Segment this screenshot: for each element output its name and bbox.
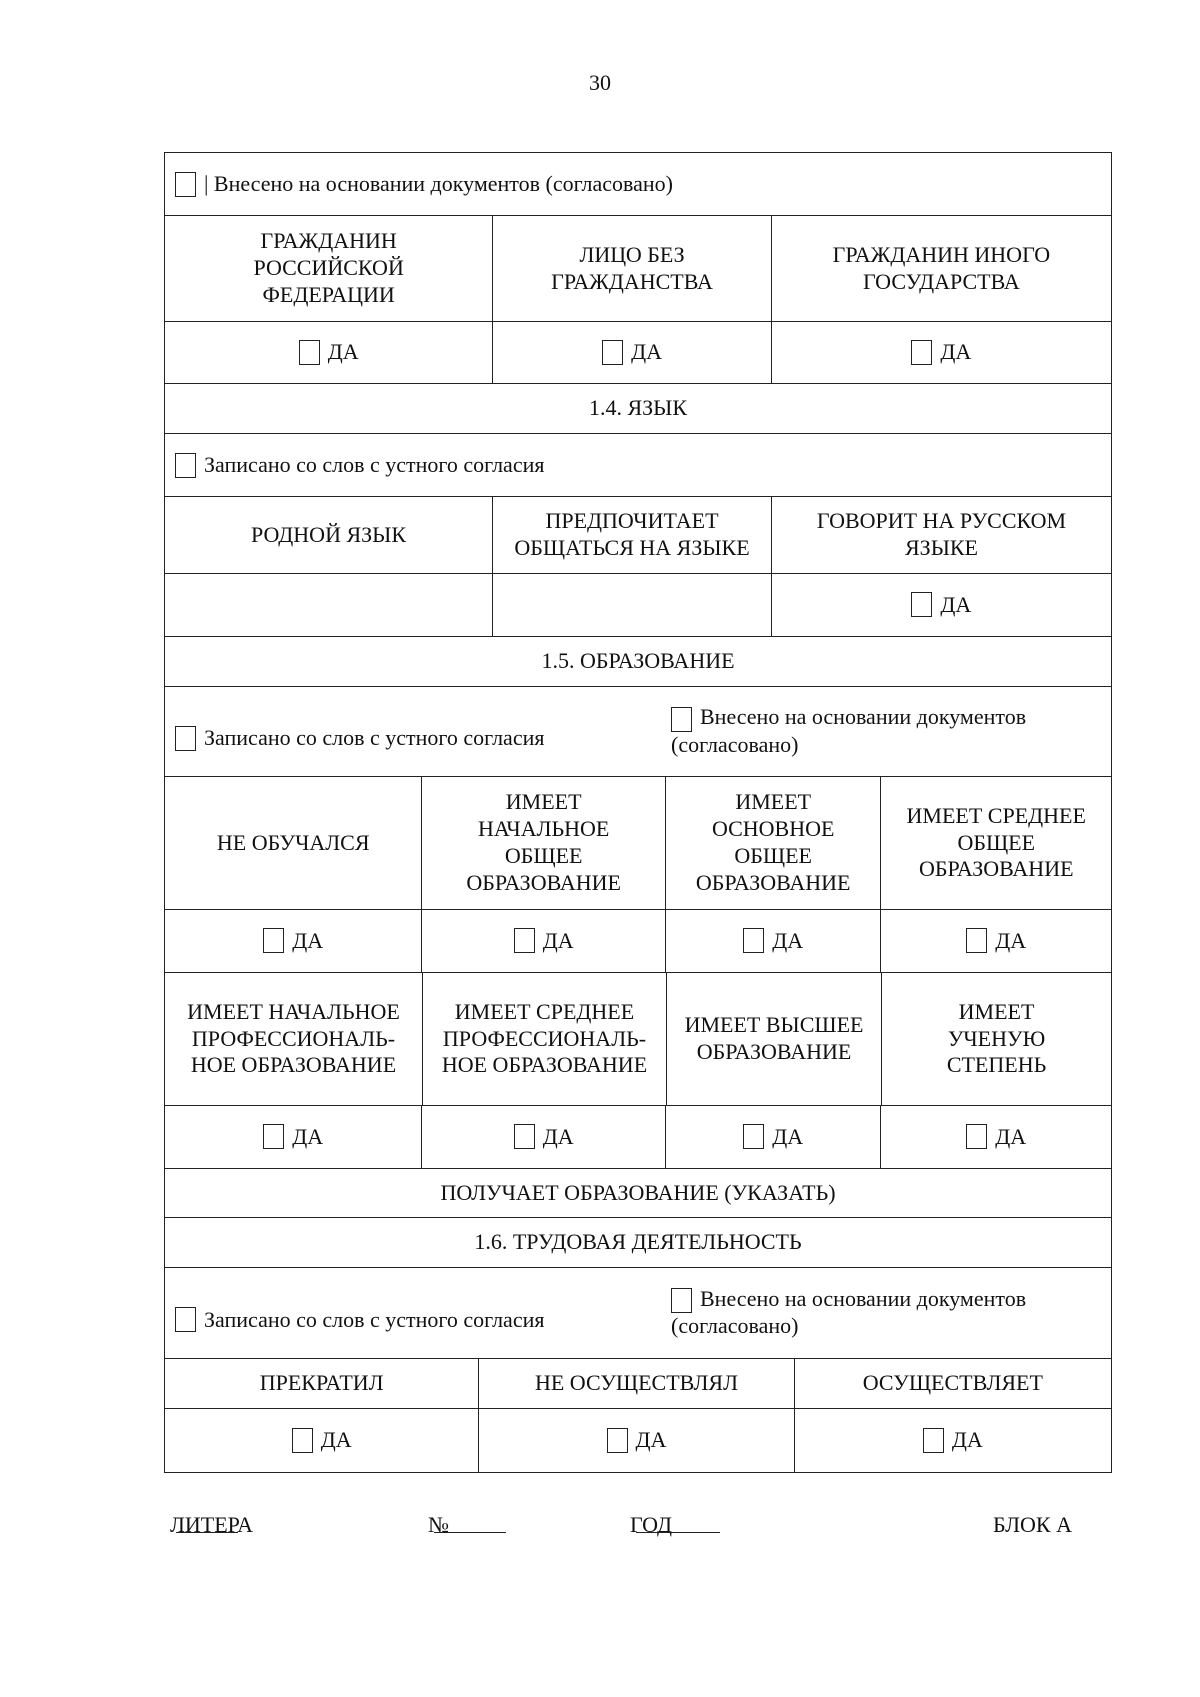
answer-label: ДА xyxy=(940,339,972,365)
citizenship-header-row xyxy=(165,216,1111,322)
language-oral-checkbox[interactable] xyxy=(175,453,196,478)
header-russian-citizen: ГРАЖДАНИН РОССИЙСКОЙ ФЕДЕРАЦИИ xyxy=(253,228,404,307)
employment-docs-checkbox[interactable] xyxy=(671,1288,692,1313)
employment-oral-checkbox[interactable] xyxy=(175,1307,196,1332)
answer-label: ДА xyxy=(772,1123,804,1149)
header-primary-vocational: ИМЕЕТ НАЧАЛЬНОЕ ПРОФЕССИОНАЛЬ-НОЕ ОБРАЗОВАНИЕ xyxy=(187,998,400,1078)
language-answer-row xyxy=(165,574,1111,637)
stateless-checkbox[interactable] xyxy=(602,340,623,365)
header-never-worked: НЕ ОСУЩЕСТВЛЯЛ xyxy=(534,1370,739,1396)
secondary-vocational-checkbox[interactable] xyxy=(514,1124,535,1149)
litera-field[interactable] xyxy=(176,1512,238,1533)
year-field[interactable] xyxy=(636,1512,720,1533)
section-title-education: 1.5. ОБРАЗОВАНИЕ xyxy=(541,648,735,674)
header-no-education: НЕ ОБУЧАЛСЯ xyxy=(216,829,370,855)
employment-title-row xyxy=(165,1218,1111,1268)
employment-source-docs: Внесено на основании документов (согласовано) xyxy=(671,1285,1027,1339)
education-answer-row-2 xyxy=(165,1106,1111,1169)
form-footer xyxy=(0,1512,1200,1552)
native-language-field[interactable] xyxy=(165,574,493,636)
header-basic-general: ИМЕЕТ ОСНОВНОЕ ОБЩЕЕ ОБРАЗОВАНИЕ xyxy=(695,789,851,895)
language-source-row xyxy=(165,434,1111,497)
footer-number-label: № xyxy=(428,1512,449,1537)
answer-label: ДА xyxy=(542,1123,574,1149)
header-primary-general: ИМЕЕТ НАЧАЛЬНОЕ ОБЩЕЕ ОБРАЗОВАНИЕ xyxy=(466,789,621,895)
header-higher-education: ИМЕЕТ ВЫСШЕЕ ОБРАЗОВАНИЕ xyxy=(684,1012,864,1064)
russian-citizen-checkbox[interactable] xyxy=(299,340,320,365)
education-header-row-1 xyxy=(165,777,1111,910)
education-oral-checkbox[interactable] xyxy=(175,726,196,751)
header-academic-degree: ИМЕЕТ УЧЕНУЮ СТЕПЕНЬ xyxy=(946,998,1047,1078)
header-speaks-russian: ГОВОРИТ НА РУССКОМ ЯЗЫКЕ xyxy=(816,508,1067,560)
education-source-docs: Внесено на основании документов (согласовано) xyxy=(671,704,1027,757)
answer-label: ДА xyxy=(292,1123,324,1149)
citizenship-source-label: | Внесено на основании документов (согласовано) xyxy=(204,170,673,196)
header-preferred-language: ПРЕДПОЧИТАЕТ ОБЩАТЬСЯ НА ЯЗЫКЕ xyxy=(514,508,750,560)
citizenship-answer-row xyxy=(165,322,1111,384)
registration-form xyxy=(164,152,1112,1473)
academic-degree-checkbox[interactable] xyxy=(966,1124,987,1149)
speaks-russian-checkbox[interactable] xyxy=(911,592,932,617)
education-source-row xyxy=(165,687,1111,777)
language-header-row xyxy=(165,497,1111,574)
employment-source-oral: Записано со слов с устного согласия xyxy=(204,1306,545,1332)
currently-studying-field[interactable] xyxy=(165,1169,1111,1217)
primary-vocational-checkbox[interactable] xyxy=(263,1124,284,1149)
employment-source-row xyxy=(165,1268,1111,1359)
answer-label: ДА xyxy=(951,1427,983,1453)
header-stateless: ЛИЦО БЕЗ ГРАЖДАНСТВА xyxy=(551,241,713,294)
section-title-language: 1.4. ЯЗЫК xyxy=(588,395,688,421)
header-secondary-general: ИМЕЕТ СРЕДНЕЕ ОБЩЕЕ ОБРАЗОВАНИЕ xyxy=(906,802,1086,882)
education-docs-checkbox[interactable] xyxy=(671,707,692,732)
preferred-language-field[interactable] xyxy=(493,574,771,636)
footer-year-label: ГОД xyxy=(630,1512,672,1537)
page-number: 30 xyxy=(589,70,611,95)
education-header-row-2 xyxy=(165,973,1111,1106)
answer-label: ДА xyxy=(327,339,359,365)
header-secondary-vocational: ИМЕЕТ СРЕДНЕЕ ПРОФЕССИОНАЛЬ-НОЕ ОБРАЗОВАНИЕ xyxy=(441,998,648,1078)
answer-label: ДА xyxy=(995,1123,1027,1149)
footer-litera-label: ЛИТЕРА xyxy=(170,1512,253,1537)
answer-label: ДА xyxy=(320,1427,352,1453)
employment-answer-row xyxy=(165,1409,1111,1472)
secondary-general-checkbox[interactable] xyxy=(966,928,987,953)
answer-label: ДА xyxy=(772,927,804,953)
foreign-citizen-checkbox[interactable] xyxy=(911,340,932,365)
employment-header-row xyxy=(165,1359,1111,1409)
never-worked-checkbox[interactable] xyxy=(607,1428,628,1453)
answer-label: ДА xyxy=(940,591,972,617)
primary-general-checkbox[interactable] xyxy=(514,928,535,953)
answer-label: ДА xyxy=(292,927,324,953)
language-title-row xyxy=(165,384,1111,434)
answer-label: ДА xyxy=(542,927,574,953)
no-education-checkbox[interactable] xyxy=(263,928,284,953)
education-answer-row-1 xyxy=(165,910,1111,973)
header-native-language: РОДНОЙ ЯЗЫК xyxy=(250,521,407,547)
stopped-working-checkbox[interactable] xyxy=(292,1428,313,1453)
education-current-row xyxy=(165,1169,1111,1218)
answer-label: ДА xyxy=(995,927,1027,953)
education-title-row xyxy=(165,637,1111,687)
footer-block-label: БЛОК А xyxy=(993,1512,1072,1537)
basic-general-checkbox[interactable] xyxy=(743,928,764,953)
higher-education-checkbox[interactable] xyxy=(743,1124,764,1149)
education-source-oral: Записано со слов с устного согласия xyxy=(204,725,545,751)
section-title-employment: 1.6. ТРУДОВАЯ ДЕЯТЕЛЬНОСТЬ xyxy=(474,1229,802,1255)
answer-label: ДА xyxy=(631,339,662,365)
header-stopped-working: ПРЕКРАТИЛ xyxy=(259,1370,384,1396)
number-field[interactable] xyxy=(434,1512,506,1533)
currently-working-checkbox[interactable] xyxy=(923,1428,944,1453)
answer-label: ДА xyxy=(635,1427,667,1453)
header-foreign-citizen: ГРАЖДАНИН ИНОГО ГОСУДАРСТВА xyxy=(832,241,1051,294)
header-currently-working: ОСУЩЕСТВЛЯЕТ xyxy=(862,1370,1043,1396)
language-source-label: Записано со слов с устного согласия xyxy=(204,451,545,477)
currently-studying-label: ПОЛУЧАЕТ ОБРАЗОВАНИЕ (УКАЗАТЬ) xyxy=(440,1179,836,1205)
citizenship-source-row xyxy=(165,153,1111,216)
citizenship-docs-checkbox[interactable] xyxy=(175,172,196,197)
